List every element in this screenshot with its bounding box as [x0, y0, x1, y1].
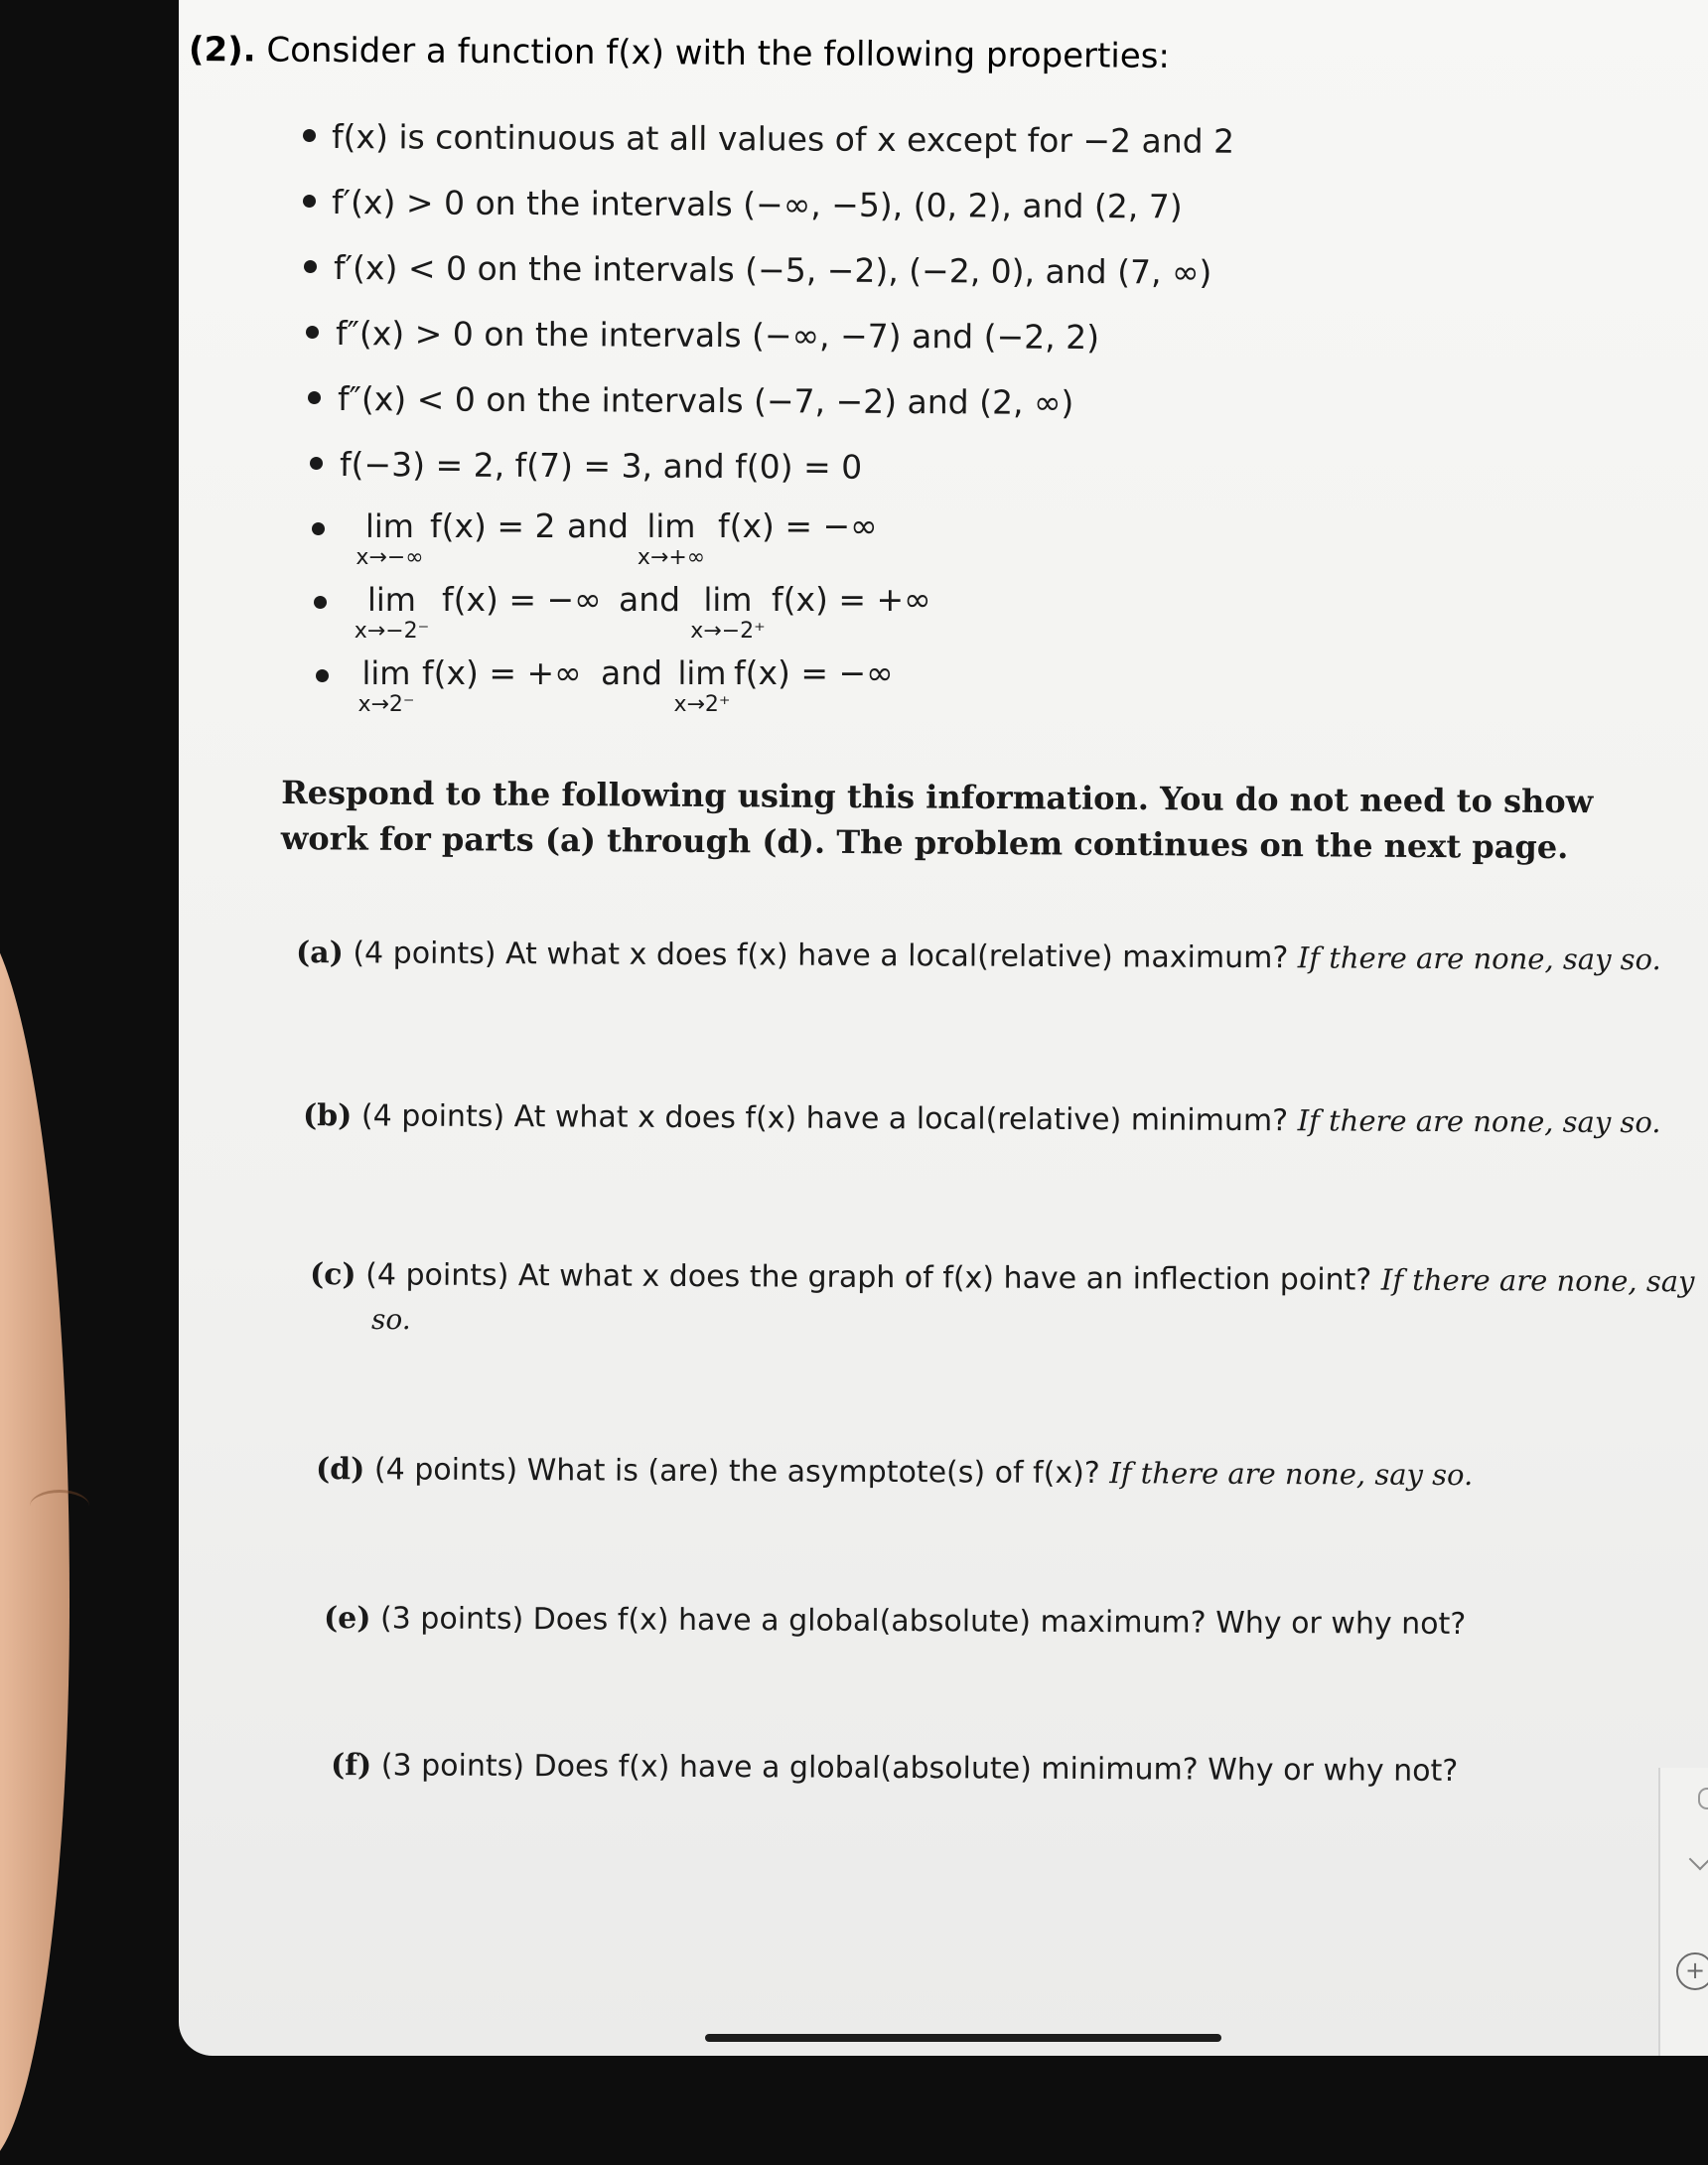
question-part-a: (a) (4 points) At what x does f(x) have a local(relative) maximum? If there are none, say so.	[295, 936, 1661, 977]
bullet-icon	[304, 260, 317, 273]
problem-number: (2).	[188, 30, 256, 71]
question-part-e: (e) (3 points) Does f(x) have a global(absolute) maximum? Why or why not?	[323, 1601, 1467, 1643]
property-item: f″(x) < 0 on the intervals (−7, −2) and (2, ∞)	[337, 379, 1074, 422]
bullet-icon	[310, 457, 323, 470]
property-item: f(x) is continuous at all values of x except for −2 and 2	[331, 117, 1235, 161]
bullet-icon	[303, 195, 316, 208]
add-page-button[interactable]: +	[1676, 1952, 1708, 1990]
hand-crease	[30, 1490, 89, 1522]
bullet-icon	[303, 129, 316, 142]
problem-intro: Consider a function f(x) with the following properties:	[266, 30, 1171, 76]
limit-operator: lim x→2⁻	[357, 654, 415, 717]
property-item: f′(x) < 0 on the intervals (−5, −2), (−2, 0), and (7, ∞)	[333, 248, 1212, 292]
question-part-f: (f) (3 points) Does f(x) have a global(absolute) minimum? Why or why not?	[330, 1748, 1459, 1789]
property-item: f′(x) > 0 on the intervals (−∞, −5), (0, 2), and (2, 7)	[331, 183, 1183, 226]
instructions-paragraph: Respond to the following using this information. You do not need to show work for parts (a) through (d). The problem continues on the next page.	[280, 774, 1594, 867]
question-part-c-continuation: so.	[371, 1303, 411, 1336]
limit-operator: lim x→+∞	[637, 507, 706, 570]
limit-operator: lim x→2⁺	[673, 654, 731, 717]
limit-operator: lim x→−∞	[356, 507, 424, 570]
limit-operator: lim x→−2⁺	[690, 581, 766, 644]
bullet-icon	[312, 522, 325, 535]
bullet-icon	[316, 669, 329, 682]
bullet-icon	[306, 326, 319, 339]
document-content: (2). Consider a function f(x) with the following properties: f(x) is continuous at all values of x except for −2 and 2 f′(x) > 0 on the intervals (−∞, −5), (0, 2), and (2, 7) f′(x) < 0 on the intervals (−5, −2), (−2, 0), and (7, ∞) f″(x) > 0 on the intervals (−∞, −7) and (−2, 2) f″(x) < 0 on the intervals (−7, −2) and (2, ∞) f(−3) = 2, f(7) = 3, and f(0) = 0 lim x→−∞ f(x) = 2 and lim x→+∞ f(x) = −∞ lim x→−2⁻ f(x) = −∞ and lim x→−2⁺ f(x) = +∞ lim x→2⁻ f(x) = +∞ and lim x→2⁺ f(x) = −∞ Respond to the following using this information. You do not need to show work for parts (a) through (d). The problem continues on the next page. (a) (4 points) At what x does f(x) have a local(relative) maximum? If there are none, say so. (b) (4 points) At what x does f(x) have a local(relative) minimum? If there are none, say so. (c) (4 points) At what x does the graph of f(x) have an inflection point? If there are none, say so. (d) (4 points) What is (are) the asymptote(s) of f(x)? If there are none, say so. (e) (3 points) Does f(x) have a global(absolute) maximum? Why or why not? (f) (3 points) Does f(x) have a global(absolute) minimum? Why or why not?	[188, 30, 1695, 1789]
problem-heading	[189, 30, 1170, 76]
property-item: f(−3) = 2, f(7) = 3, and f(0) = 0	[339, 445, 863, 487]
question-part-c: (c) (4 points) At what x does the graph of f(x) have an inflection point? If there are none, say	[309, 1257, 1695, 1299]
bullet-icon	[314, 596, 327, 609]
property-item: f″(x) > 0 on the intervals (−∞, −7) and (−2, 2)	[335, 314, 1100, 358]
question-part-d: (d) (4 points) What is (are) the asymptote(s) of f(x)? If there are none, say so.	[315, 1452, 1474, 1493]
bullet-icon	[308, 391, 321, 404]
side-handle-icon[interactable]	[1698, 1788, 1708, 1809]
question-part-b: (b) (4 points) At what x does f(x) have a local(relative) minimum? If there are none, say so.	[302, 1098, 1661, 1140]
limit-operator: lim x→−2⁻	[354, 581, 430, 644]
